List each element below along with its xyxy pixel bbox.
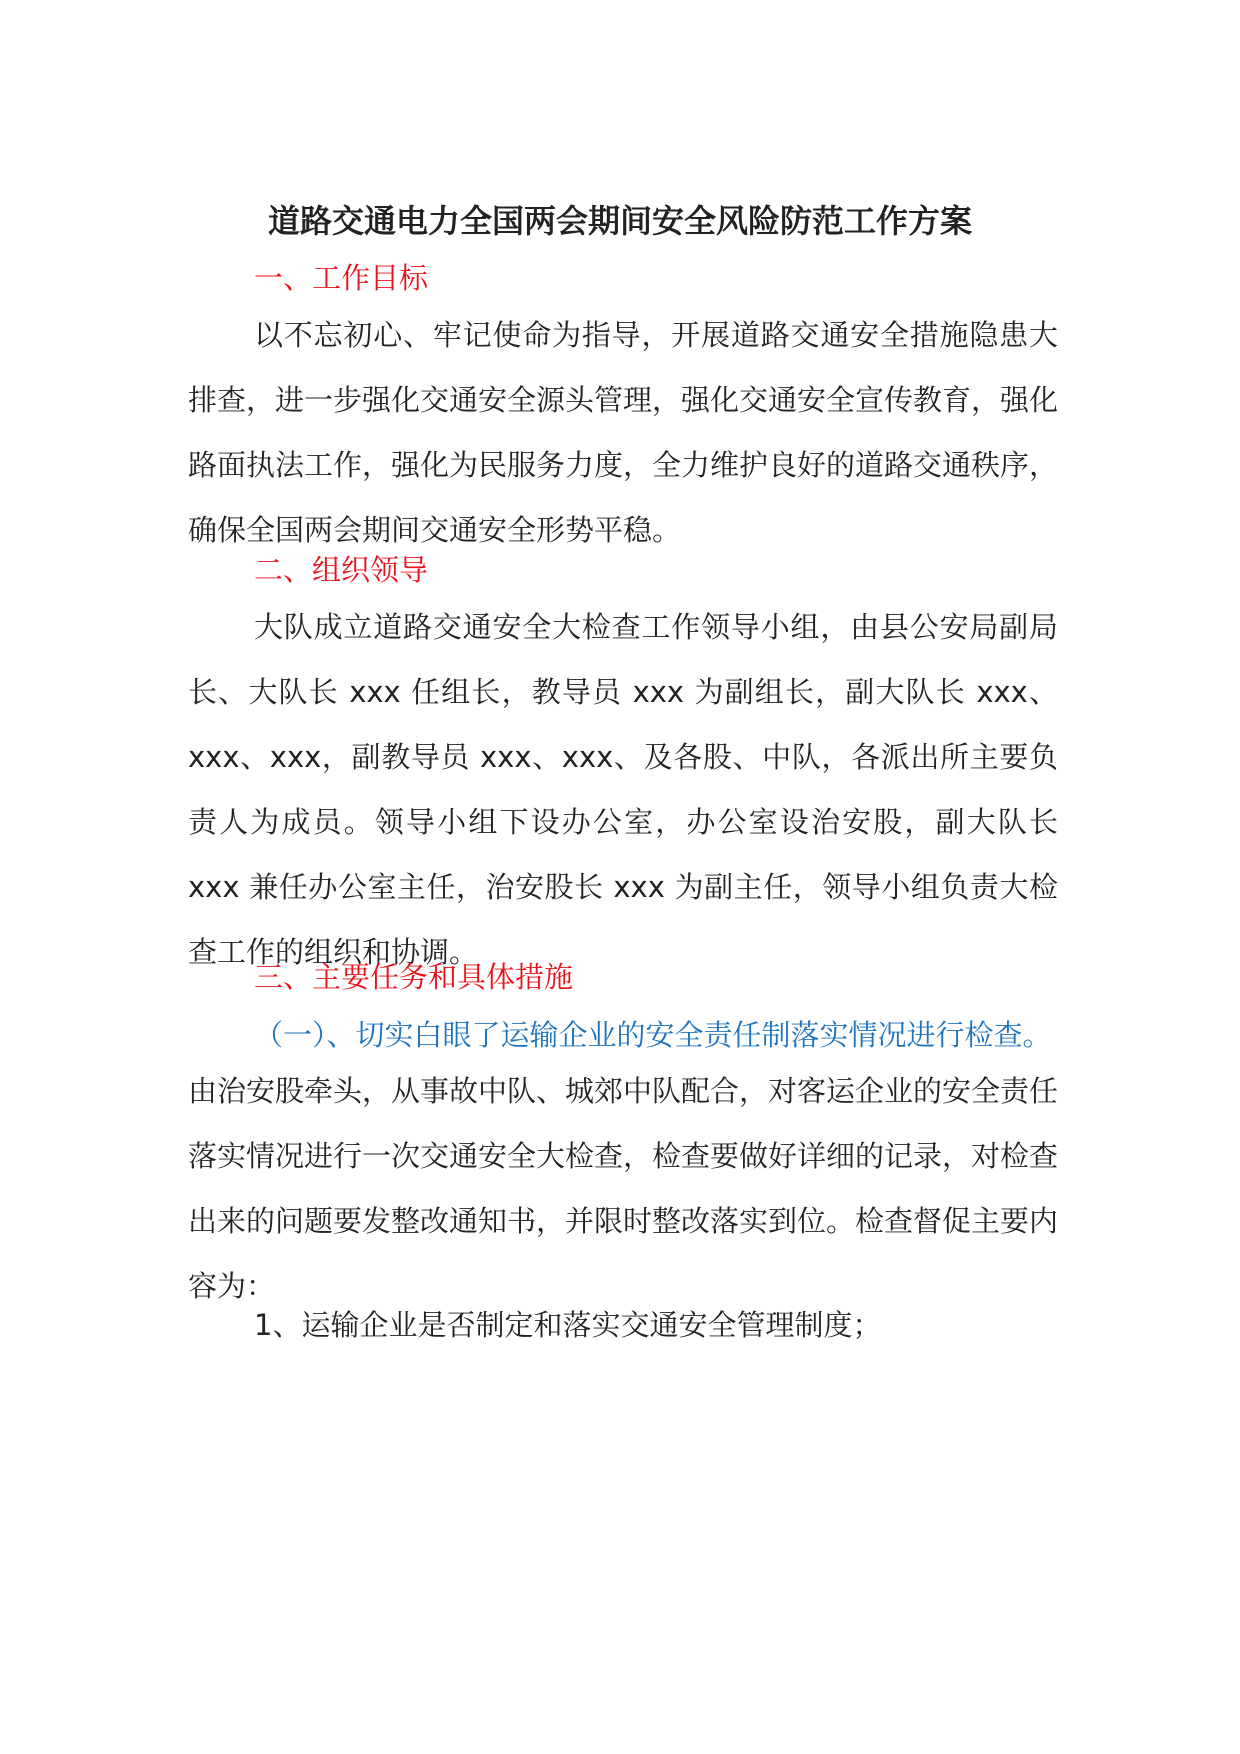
section-body-goals: 以不忘初心、牢记使命为指导，开展道路交通安全措施隐患大排查，进一步强化交通安全源头管理，强化交通安全宣传教育，强化路面执法工作，强化为民服务力度，全力维护良好的道路交通秩序，确保全国两会期间交通安全形势平稳。 [188,318,1059,547]
section-heading-goals: 一、工作目标 [254,261,429,295]
section-body-organization: 大队成立道路交通安全大检查工作领导小组，由县公安局副局长、大队长 xxx 任组长，教导员 xxx 为副组长，副大队长 xxx、xxx、xxx，副教导员 xxx、xxx、及各股、中队，各派出所主要负责人为成员。领导小组下设办公室，办公室设治安股，副大队长 xxx 兼任办公室主任，治安股长 xxx 为副主任，领导小组负责大检查工作的组织和协调。 [188,610,1058,969]
section-heading-tasks: 三、主要任务和具体措施 [254,960,574,994]
section-heading-organization: 二、组织领导 [254,553,429,587]
subsection-body-enterprise-check: 由治安股牵头，从事故中队、城郊中队配合，对客运企业的安全责任落实情况进行一次交通安全大检查，检查要做好详细的记录，对检查出来的问题要发整改通知书，并限时整改落实到位。检查督促主要内容为： [188,1074,1059,1303]
document-title: 道路交通电力全国两会期间安全风险防范工作方案 [267,202,972,240]
subsection-heading-enterprise-check: （一）、切实白眼了运输企业的安全责任制落实情况进行检查。 [254,1018,1052,1052]
list-item: 1、运输企业是否制定和落实交通安全管理制度； [254,1308,882,1342]
